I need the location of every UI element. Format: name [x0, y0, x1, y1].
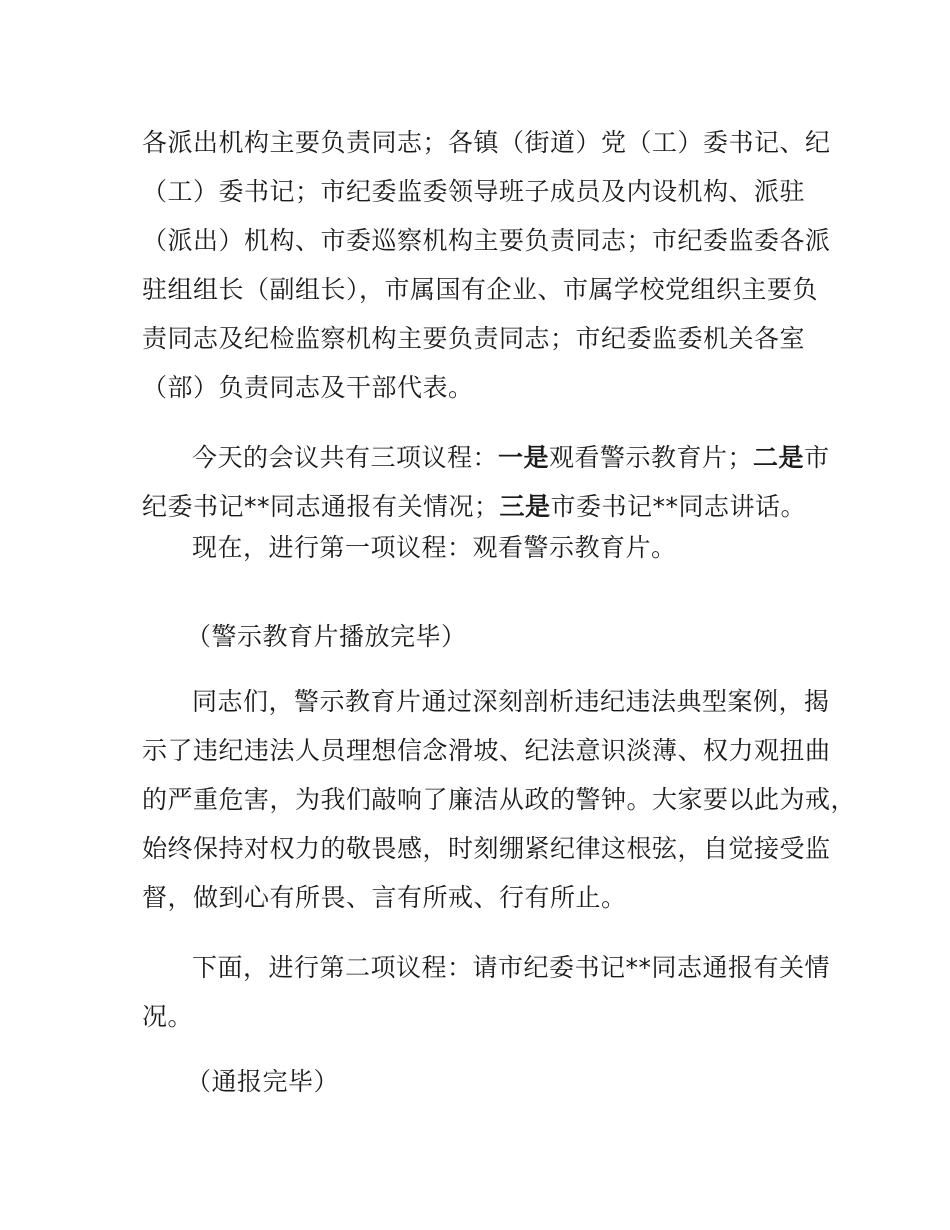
text-line	[142, 433, 830, 482]
warning-education-paragraph	[142, 677, 857, 922]
agenda-item1-text: 观看警示教育片；	[549, 443, 754, 472]
text-line: 下面，进行第二项议程：请市纪委书记**同志通报有关情	[192, 953, 831, 982]
text-line: 始终保持对权力的敬畏感，时刻绷紧纪律这根弦，自觉接受监	[142, 834, 831, 863]
attendees-paragraph	[142, 118, 831, 412]
first-item-paragraph	[142, 523, 822, 572]
text-line: 各派出机构主要负责同志；各镇（街道）党（工）委书记、纪	[142, 128, 831, 157]
text-line: 现在，进行第一项议程：观看警示教育片。	[192, 533, 677, 562]
agenda-item3-text: 市委书记**同志讲话。	[550, 492, 807, 521]
text-line: 驻组组长（副组长），市属国有企业、市属学校党组织主要负	[142, 275, 819, 304]
text-line: 督，做到心有所畏、言有所戒、行有所止。	[142, 883, 627, 912]
agenda-paragraph	[142, 433, 830, 531]
agenda-item2-text-cont: 纪委书记**同志通报有关情况；	[142, 492, 500, 521]
text-line: 同志们，警示教育片通过深刻剖析违纪违法典型案例，揭	[192, 687, 830, 716]
text-line: （警示教育片播放完毕）	[186, 622, 467, 651]
text-line: 示了违纪违法人员理想信念滑坡、纪法意识淡薄、权力观扭曲	[142, 736, 831, 765]
text-line: （派出）机构、市委巡察机构主要负责同志；市纪委监委各派	[142, 226, 831, 255]
text-line: 况。	[142, 1002, 194, 1031]
text-line: （工）委书记；市纪委监委领导班子成员及内设机构、派驻	[142, 177, 806, 206]
agenda-item2-text: 市	[804, 443, 830, 472]
second-item-paragraph	[142, 943, 831, 1041]
text-line: 责同志及纪检监察机构主要负责同志；市纪委监委机关各室	[142, 324, 806, 353]
agenda-item2-label: 二是	[753, 443, 805, 472]
text-line: （通报完毕）	[186, 1067, 340, 1096]
video-finished-note	[186, 612, 866, 661]
text-line: 的严重危害，为我们敲响了廉洁从政的警钟。大家要以此为戒，	[142, 785, 857, 814]
agenda-intro: 今天的会议共有三项议程：	[192, 443, 499, 472]
agenda-item3-label: 三是	[499, 492, 551, 521]
report-finished-note	[186, 1057, 866, 1106]
agenda-item1-label: 一是	[498, 443, 550, 472]
text-line: （部）负责同志及干部代表。	[142, 373, 474, 402]
